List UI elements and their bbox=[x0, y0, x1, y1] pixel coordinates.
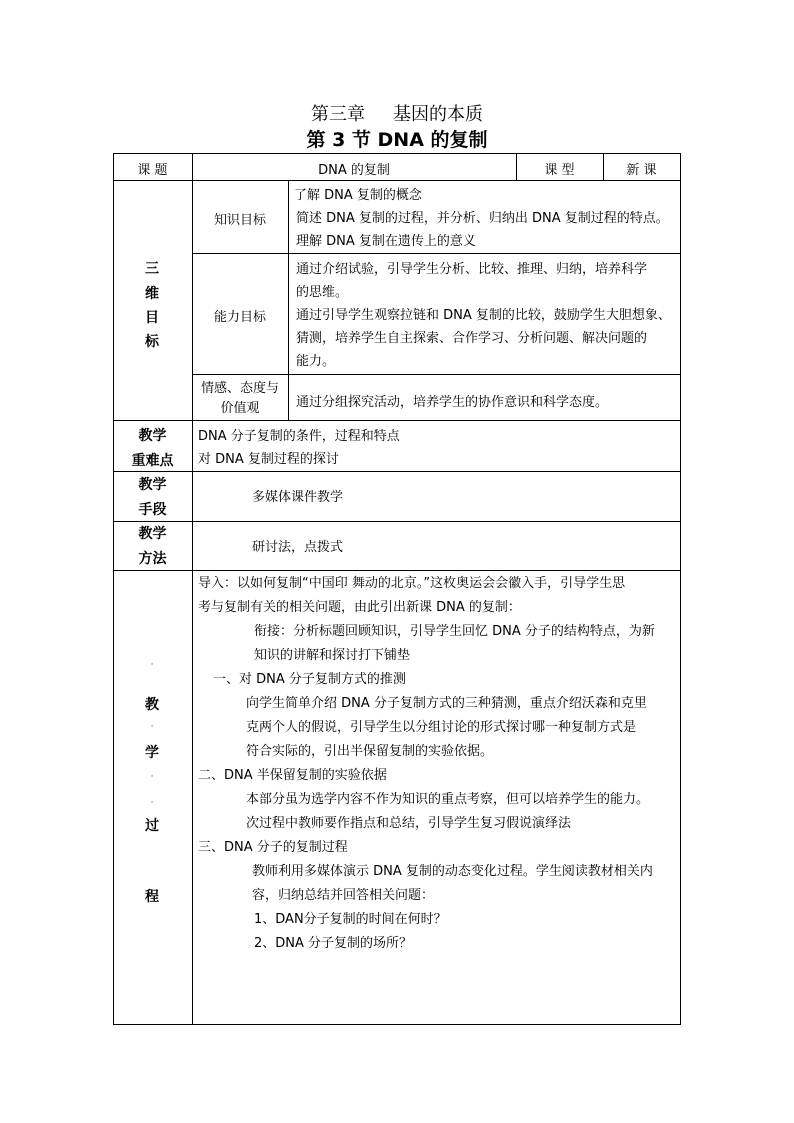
emotion-goal-label-line: 情感、态度与 bbox=[200, 381, 279, 396]
process-line: 三、DNA 分子的复制过程 bbox=[198, 840, 348, 855]
emotion-goal-label bbox=[192, 379, 288, 419]
process-line: 符合实际的，引出半保留复制的实验依据。 bbox=[246, 744, 494, 759]
means-value: 多媒体课件教学 bbox=[252, 490, 344, 505]
key-points-label-line: 教学 bbox=[138, 428, 167, 444]
emotion-goal-label-line: 价值观 bbox=[220, 401, 260, 416]
process-line: 1、DAN分子复制的时间在何时？ bbox=[254, 912, 447, 927]
process-line: 考与复制有关的相关问题，由此引出新课 DNA 的复制： bbox=[198, 600, 521, 615]
section-title: 第 3 节 DNA 的复制 bbox=[306, 129, 488, 151]
goals-label-char: 标 bbox=[145, 334, 159, 350]
means-label-line: 教学 bbox=[138, 477, 167, 493]
process-line: 容，归纳总结并回答相关问题： bbox=[252, 888, 435, 903]
ability-goal-line: 的思维。 bbox=[296, 285, 349, 300]
process-line: 导入：以如何复制“中国印 舞动的北京。”这枚奥运会会徽入手，引导学生思 bbox=[198, 576, 626, 591]
process-label-char: 教 bbox=[145, 697, 159, 713]
ability-goal-line: 能力。 bbox=[296, 354, 336, 369]
chapter-title: 基因的本质 bbox=[393, 104, 483, 125]
goals-label-char: 维 bbox=[145, 286, 159, 302]
process-line: 知识的讲解和探讨打下铺垫 bbox=[254, 648, 411, 663]
emotion-goal-line: 通过分组探究活动，培养学生的协作意识和科学态度。 bbox=[296, 395, 609, 410]
knowledge-goal-line: 简述 DNA 复制的过程，并分析、归纳出 DNA 复制过程的特点。 bbox=[296, 211, 669, 226]
process-line: 一、对 DNA 分子复制方式的推测 bbox=[213, 672, 406, 687]
process-line: 次过程中教师要作指点和总结，引导学生复习假说演绎法 bbox=[246, 816, 572, 831]
process-line: 克两个人的假说，引导学生以分组讨论的形式探讨哪一种复制方式是 bbox=[246, 720, 637, 735]
chapter-number: 第三章 bbox=[311, 104, 365, 125]
topic-label: 课 题 bbox=[137, 163, 168, 178]
method-label-line: 方法 bbox=[138, 551, 167, 567]
process-line: 本部分虽为选学内容不作为知识的重点考察，但可以培养学生的能力。 bbox=[246, 792, 650, 807]
method-label-line: 教学 bbox=[138, 526, 167, 542]
method-value: 研讨法，点拨式 bbox=[252, 540, 344, 555]
means-label-line: 手段 bbox=[138, 502, 167, 518]
lesson-type-value: 新 课 bbox=[626, 163, 657, 178]
means-label bbox=[113, 473, 192, 523]
goals-label-char: 目 bbox=[145, 310, 159, 326]
knowledge-goal-line: 了解 DNA 复制的概念 bbox=[294, 188, 422, 203]
lesson-type-label: 课 型 bbox=[544, 163, 575, 178]
process-line: 衔接：分析标题回顾知识，引导学生回忆 DNA 分子的结构特点，为新 bbox=[254, 624, 655, 639]
process-line: 向学生简单介绍 DNA 分子复制方式的三种猜测，重点介绍沃森和克里 bbox=[246, 696, 647, 711]
key-points-label-line: 重难点 bbox=[131, 453, 174, 469]
key-points-line: DNA 分子复制的条件，过程和特点 bbox=[198, 429, 400, 444]
ability-goal-label: 能力目标 bbox=[213, 310, 266, 325]
knowledge-goal-line: 理解 DNA 复制在遗传上的意义 bbox=[296, 234, 476, 249]
process-line: 2、DNA 分子复制的场所？ bbox=[254, 936, 413, 951]
ability-goal-line: 通过介绍试验，引导学生分析、比较、推理、归纳，培养科学 bbox=[296, 262, 648, 277]
process-label-char: 学 bbox=[145, 745, 159, 761]
ability-goal-line: 猜测，培养学生自主探索、合作学习、分析问题、解决问题的 bbox=[296, 331, 648, 346]
ability-goal-line: 通过引导学生观察拉链和 DNA 复制的比较，鼓励学生大胆想象、 bbox=[296, 308, 671, 323]
knowledge-goal-label: 知识目标 bbox=[213, 213, 266, 228]
key-points-label bbox=[113, 424, 192, 474]
topic-value: DNA 的复制 bbox=[318, 163, 390, 178]
process-line: 二、DNA 半保留复制的实验依据 bbox=[198, 768, 387, 783]
process-line: 教师利用多媒体演示 DNA 复制的动态变化过程。学生阅读教材相关内 bbox=[252, 864, 653, 879]
goals-label-char: 三 bbox=[145, 261, 159, 277]
method-label bbox=[113, 522, 192, 572]
process-label-char: 过 bbox=[145, 818, 159, 834]
process-label-char: 程 bbox=[145, 889, 159, 905]
key-points-line: 对 DNA 复制过程的探讨 bbox=[198, 452, 339, 467]
chapter-heading bbox=[0, 100, 794, 126]
